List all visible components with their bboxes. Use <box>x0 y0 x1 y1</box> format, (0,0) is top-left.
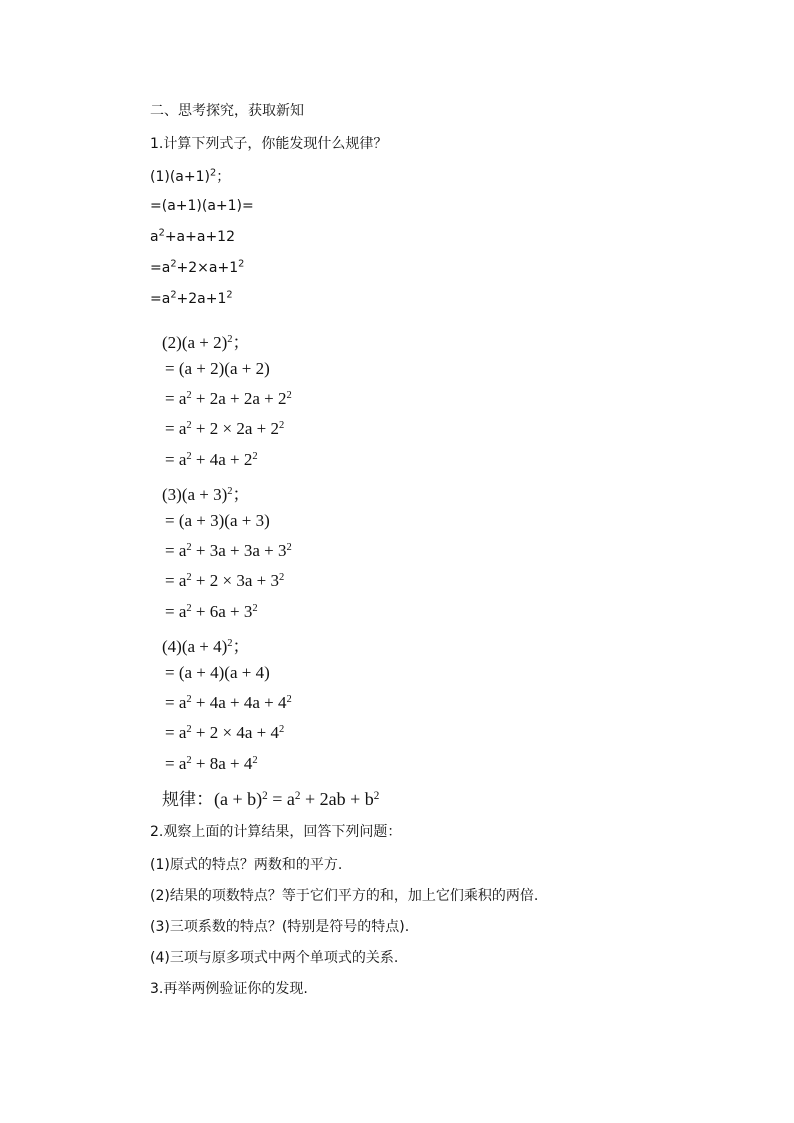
question-2-prompt: 2.观察上面的计算结果，回答下列问题： <box>150 824 402 840</box>
part-4-line-5: = $a^2 + 8a + 4^2$ <box>165 754 258 773</box>
part-1-line-5: $=a^2+2a+1^2$ <box>150 289 233 307</box>
part-4-line-2: = (a + 4)(a + 4) <box>165 663 270 682</box>
part-1-line-2: =(a+1)(a+1)= <box>150 198 254 214</box>
part-4-line-3: = $a^2 + 4a + 4a + 4^2$ <box>165 693 292 712</box>
part-3-line-2: = (a + 3)(a + 3) <box>165 511 270 530</box>
part-3-line-3: = $a^2 + 3a + 3a + 3^2$ <box>165 541 292 560</box>
part-3-line-1: $(3)(a + 3)^2$； <box>162 485 250 504</box>
section-title: 二、思考探究，获取新知 <box>150 103 304 119</box>
part-2-line-1: $(2)(a + 2)^2$； <box>162 333 250 352</box>
question-3-prompt: 3.再举两例验证你的发现. <box>150 981 308 997</box>
question-2-item-1: (1)原式的特点？两数和的平方. <box>150 857 343 873</box>
rule-formula: 规律：$(a + b)^2 = a^2 + 2ab + b^2$ <box>162 789 380 810</box>
part-3-line-5: = $a^2 + 6a + 3^2$ <box>165 602 258 621</box>
part-1-line-4: $=a^2+2\times a+1^2$ <box>150 258 245 276</box>
question-2-item-4: (4)三项与原多项式中两个单项式的关系. <box>150 950 399 966</box>
part-3-line-4: = $a^2 + 2 \times 3a + 3^2$ <box>165 571 285 590</box>
part-4-line-4: = $a^2 + 2 \times 4a + 4^2$ <box>165 723 285 742</box>
part-2-line-3: = $a^2 + 2a + 2a + 2^2$ <box>165 389 292 408</box>
part-1-line-3: $a^2+a+a+12$ <box>150 227 235 245</box>
part-2-line-4: = $a^2 + 2 \times 2a + 2^2$ <box>165 419 285 438</box>
part-4-line-1: $(4)(a + 4)^2$； <box>162 637 250 656</box>
part-1-line-1: $(1)(a+1)^2$； <box>150 167 231 185</box>
part-2-line-5: = $a^2 + 4a + 2^2$ <box>165 450 258 469</box>
question-2-item-2: (2)结果的项数特点？等于它们平方的和，加上它们乘积的两倍. <box>150 888 539 904</box>
part-2-line-2: = (a + 2)(a + 2) <box>165 359 270 378</box>
question-2-item-3: (3)三项系数的特点？(特别是符号的特点). <box>150 919 410 935</box>
question-1-prompt: 1.计算下列式子，你能发现什么规律？ <box>150 136 388 152</box>
